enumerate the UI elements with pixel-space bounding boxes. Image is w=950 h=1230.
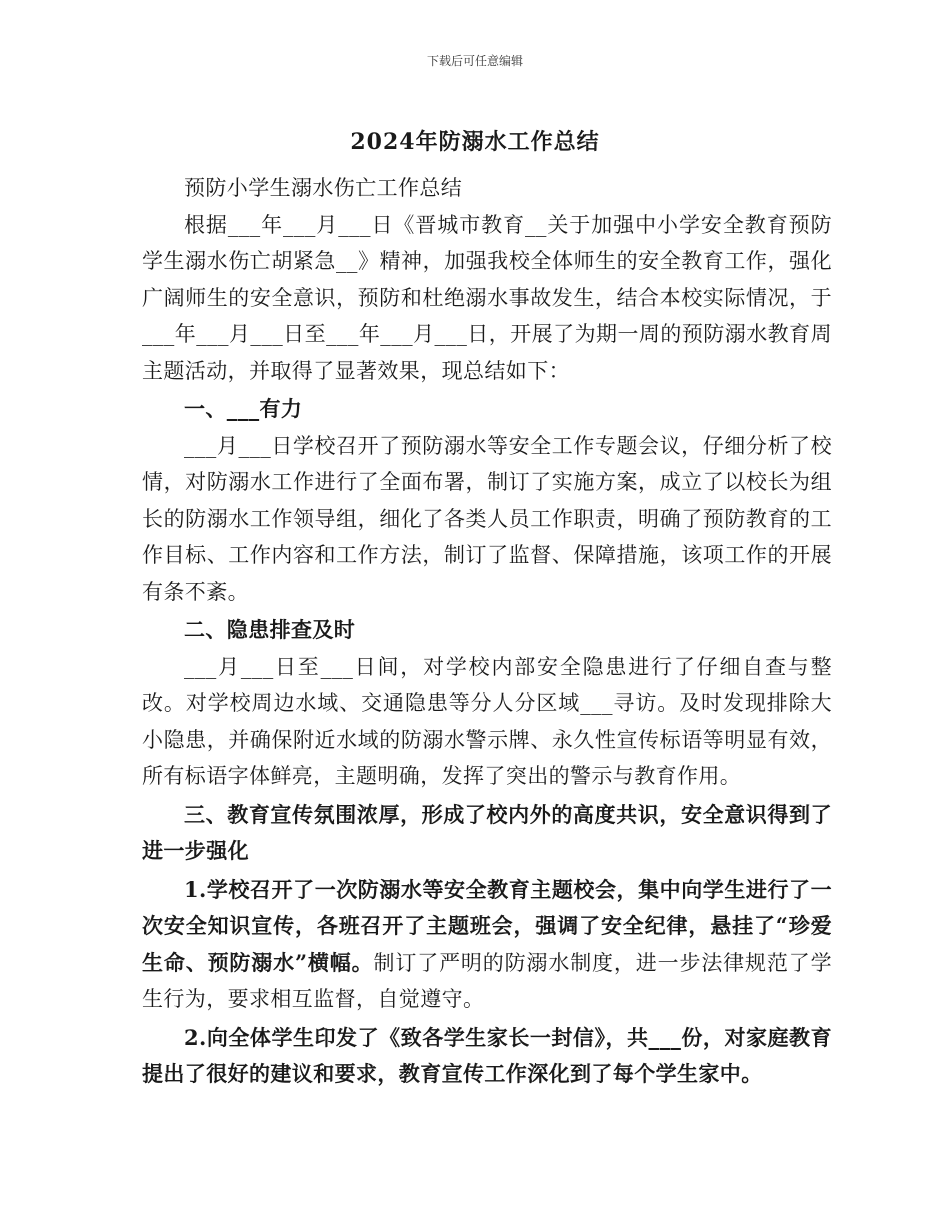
item-1-bold-text: 1.学校召开了一次防溺水等安全教育主题校会，集中向学生进行了一次安全知识宣传，各班召开了主题班会，强调了安全纪律，悬挂了“珍爱生命、预防溺水”横幅。 bbox=[142, 876, 832, 975]
item-2-paragraph: 2.向全体学生印发了《致各学生家长一封信》，共___份，对家庭教育提出了很好的建议和要求，教育宣传工作深化到了每个学生家中。 bbox=[142, 1024, 832, 1086]
section-2-paragraph: ___月___日至___日间，对学校内部安全隐患进行了仔细自查与整改。对学校周边水域、交通隐患等分人分区域___寻访。及时发现排除大小隐患，并确保附近水域的防溺水警示牌、永久性宣传标语等明显有效，所有标语字体鲜亮，主题明确，发挥了突出的警示与教育作用。 bbox=[142, 654, 832, 788]
document-body bbox=[142, 170, 832, 1093]
document-title: 2024年防溺水工作总结 bbox=[350, 129, 600, 155]
header-note: 下载后可任意编辑 bbox=[426, 54, 523, 68]
item-1-regular-text: 制订了严明的防溺水制度，进一步法律规范了学生行为，要求相互监督，自觉遵守。 bbox=[142, 950, 833, 1011]
item-1-paragraph bbox=[142, 872, 832, 1018]
intro-paragraph: 根据___年___月___日《晋城市教育__关于加强中小学安全教育预防学生溺水伤亡胡紧急__》精神，加强我校全体师生的安全教育工作，强化广阔师生的安全意识，预防和杜绝溺水事故发生，结合本校实际情况，于___年___月___日至___年___月___日，开展了为期一周的预防溺水教育周主题活动，并取得了显著效果，现总结如下： bbox=[142, 212, 832, 383]
section-heading-2: 二、隐患排查及时 bbox=[184, 617, 356, 642]
section-1-paragraph: ___月___日学校召开了预防溺水等安全工作专题会议，仔细分析了校情，对防溺水工作进行了全面布署，制订了实施方案，成立了以校长为组长的防溺水工作领导组，细化了各类人员工作职责，明确了预防教育的工作目标、工作内容和工作方法，制订了监督、保障措施，该项工作的开展有条不紊。 bbox=[142, 433, 832, 604]
section-heading-1: 一、___有力 bbox=[184, 396, 303, 421]
document-subtitle: 预防小学生溺水伤亡工作总结 bbox=[184, 176, 463, 200]
section-heading-3: 三、教育宣传氛围浓厚，形成了校内外的高度共识，安全意识得到了进一步强化 bbox=[142, 801, 832, 863]
